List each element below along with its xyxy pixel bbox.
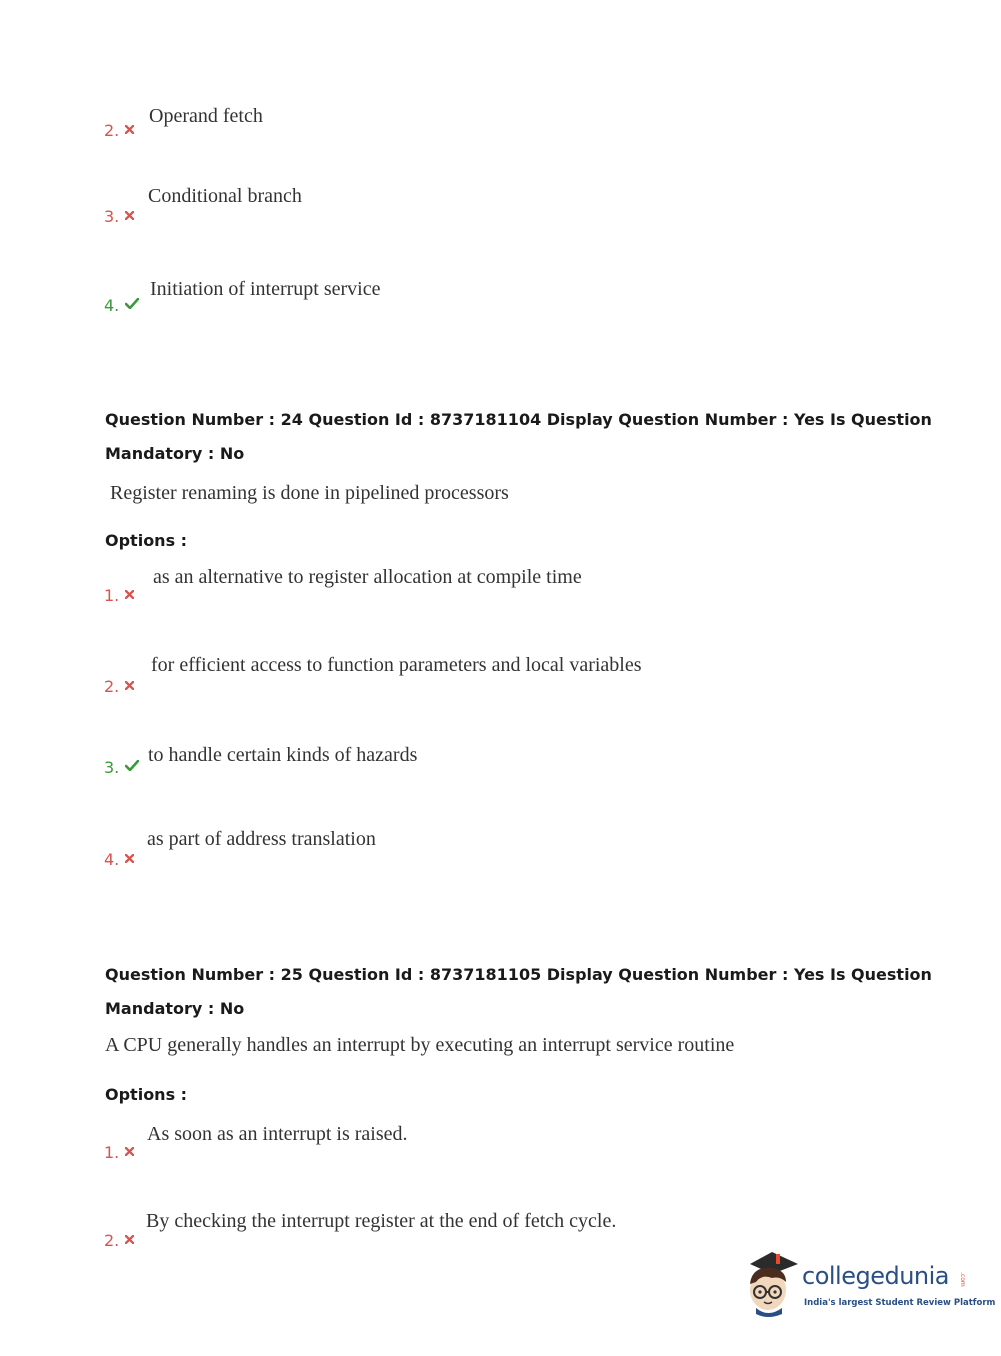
option-number: 1. xyxy=(104,585,134,605)
question-header-mandatory: Mandatory : No xyxy=(105,444,245,463)
logo-com: .com xyxy=(959,1272,966,1287)
options-label: Options : xyxy=(105,1085,188,1104)
check-icon xyxy=(125,757,139,775)
question-text: A CPU generally handles an interrupt by executing an interrupt service routine xyxy=(105,1034,735,1056)
mascot-icon xyxy=(742,1248,804,1320)
cross-icon xyxy=(125,120,134,138)
cross-icon xyxy=(125,585,134,603)
option-text: By checking the interrupt register at the end of fetch cycle. xyxy=(146,1210,617,1232)
logo-wordmark: collegedunia xyxy=(802,1262,950,1290)
cross-icon xyxy=(125,206,134,224)
options-label: Options : xyxy=(105,531,188,550)
option-text: As soon as an interrupt is raised. xyxy=(147,1123,408,1145)
cross-icon xyxy=(125,1230,134,1248)
cross-icon xyxy=(125,1142,134,1160)
check-icon xyxy=(125,295,139,313)
option-number: 3. xyxy=(104,757,139,777)
question-header: Question Number : 24 Question Id : 8737181104 Display Question Number : Yes Is Question xyxy=(105,410,932,429)
option-text: Operand fetch xyxy=(149,105,263,127)
option-text: Conditional branch xyxy=(148,185,302,207)
option-number: 4. xyxy=(104,295,139,315)
option-number: 3. xyxy=(104,206,134,226)
question-header: Question Number : 25 Question Id : 8737181105 Display Question Number : Yes Is Question xyxy=(105,965,932,984)
option-number: 2. xyxy=(104,1230,134,1250)
option-number: 2. xyxy=(104,676,134,696)
option-text: as an alternative to register allocation at compile time xyxy=(153,566,582,588)
option-text: Initiation of interrupt service xyxy=(150,278,381,300)
option-number: 1. xyxy=(104,1142,134,1162)
cross-icon xyxy=(125,849,134,867)
question-header-mandatory: Mandatory : No xyxy=(105,999,245,1018)
option-text: for efficient access to function parameters and local variables xyxy=(151,654,642,676)
question-text: Register renaming is done in pipelined processors xyxy=(110,482,509,504)
option-text: to handle certain kinds of hazards xyxy=(148,744,418,766)
option-number: 4. xyxy=(104,849,134,869)
collegedunia-logo xyxy=(742,1248,996,1320)
option-number: 2. xyxy=(104,120,134,140)
option-text: as part of address translation xyxy=(147,828,376,850)
logo-tagline: India's largest Student Review Platform xyxy=(804,1298,996,1308)
cross-icon xyxy=(125,676,134,694)
